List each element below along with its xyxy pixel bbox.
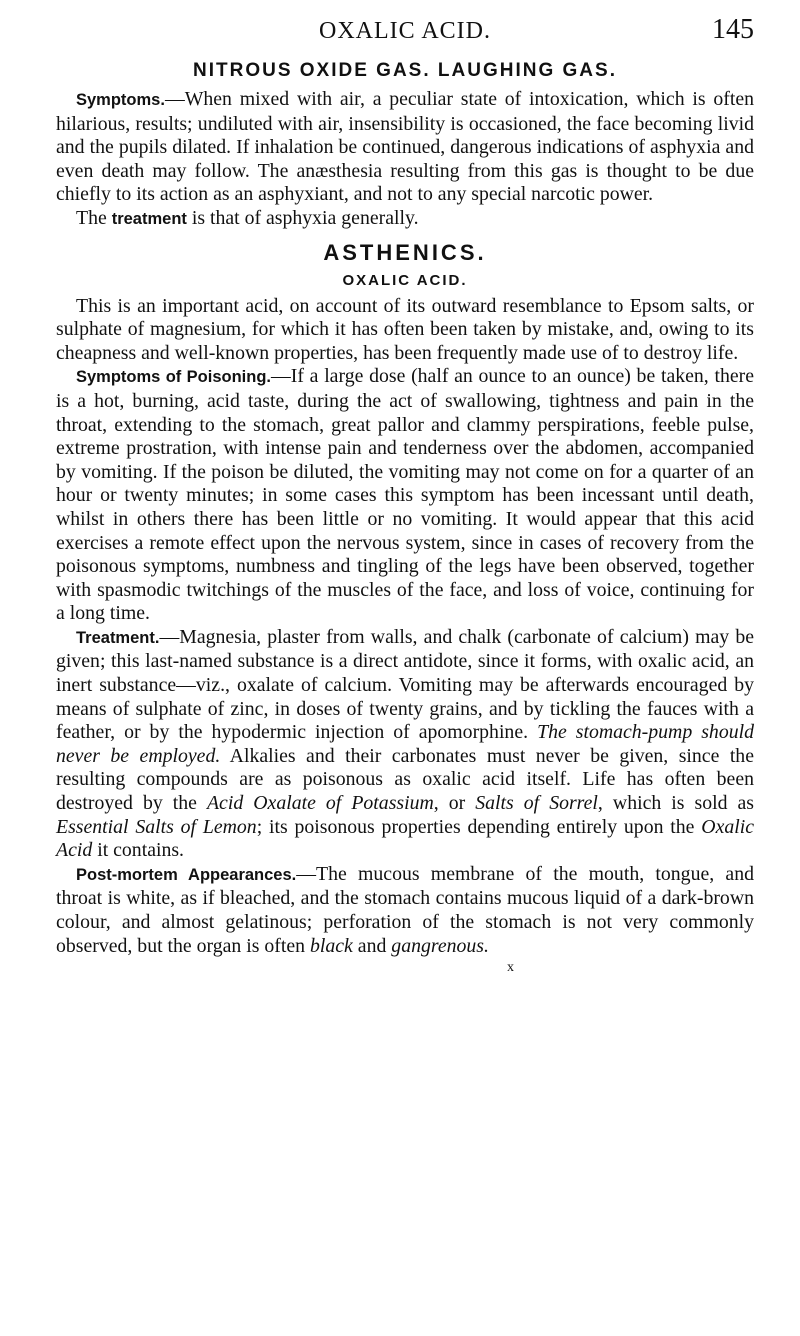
oxalic-postmortem-label: Post-mortem Appearances.: [76, 865, 297, 884]
postmortem-italic-1: black: [310, 934, 353, 957]
nitrous-symptoms-label: Symptoms.: [76, 91, 165, 109]
treatment-italic-5: Oxalic Acid: [56, 815, 755, 862]
treatment-text-2: Alkalies and their carbonates must never be given, since the resulting compounds are as poisonous as oxalic acid itself. Life has often been destroyed by the: [56, 744, 754, 815]
treatment-italic-1: The stomach-pump should never be employed.: [56, 721, 754, 767]
oxalic-intro-paragraph: This is an important acid, on account of its outward resemblance to Epsom salts, or sulphate of magnesium, for which it has often been taken by mistake, and, owing to its cheapness and well-known properties, has been frequently made use of to destroy life.: [56, 294, 754, 364]
treatment-italic-2: Acid Oxalate of Potassium: [206, 792, 434, 815]
oxalic-treatment-label: Treatment.: [76, 628, 160, 647]
nitrous-oxide-heading: NITROUS OXIDE GAS. LAUGHING GAS.: [193, 60, 617, 81]
signature-mark: x: [507, 960, 514, 976]
running-title: OXALIC ACID.: [319, 18, 491, 44]
treatment-italic-4: Essential Salts of Lemon: [56, 815, 257, 838]
oxalic-treatment-paragraph: [56, 626, 754, 863]
treatment-text-5: ; its poisonous properties depending entirely upon the: [256, 815, 702, 838]
oxalic-symptoms-text: —If a large dose (half an ounce to an ounce) be taken, there is a hot, burning, acid taste, during the act of swallowing, tightness and pain in the throat, extending to the stomach, great pallor and clammy perspirations, feeble pulse, extreme prostration, with intense pain and tenderness over the abdomen, accompanied by vomiting. If the poison be diluted, the vomiting may not come on for a quarter of an hour or twenty minutes; in some cases this symptom has been incessant until death, whilst in others there has been little or no vomiting. It would appear that this acid exercises a remote effect upon the nervous system, since in cases of recovery from the poisonous symptoms, numbness and tingling of the legs have been observed, together with spasmodic twitchings of the muscles of the face, and loss of voice, continuing for a long time.: [56, 365, 754, 625]
asthenics-heading: ASTHENICS.: [323, 239, 487, 265]
page-number: 145: [712, 14, 754, 45]
running-head: [56, 0, 754, 56]
oxalic-acid-heading: OXALIC ACID.: [342, 271, 468, 289]
postmortem-text-2: and: [352, 934, 392, 957]
oxalic-symptoms-label: Symptoms of Poisoning.: [76, 368, 271, 387]
treatment-text-6: it contains.: [92, 839, 184, 862]
nitrous-treatment-paragraph: [56, 207, 754, 232]
treatment-italic-3: Salts of Sorrel: [475, 792, 598, 815]
nitrous-symptoms-text: —When mixed with air, a peculiar state of intoxication, which is often hilarious, results; undiluted with air, insensibility is occasioned, the face becoming livid and the pupils dilated. If inhalation be continued, dangerous indications of asphyxia and even death may follow. The anæsthesia resulting from this gas is thought to be due chiefly to its action as an asphyxiant, and not to any special narcotic power.: [56, 88, 754, 206]
nitrous-treatment-text: is that of asphyxia generally.: [186, 206, 419, 229]
postmortem-italic-2: gangrenous.: [391, 934, 489, 957]
postmortem-text: —The mucous membrane of the mouth, tongue, and throat is white, as if bleached, and the stomach contains mucous liquid of a dark-brown colour, and almost gelatinous; perforation of the stomach is not very commonly observed, but the organ is often: [56, 862, 754, 957]
oxalic-postmortem-paragraph: [56, 863, 754, 958]
nitrous-treatment-label: treatment: [111, 209, 187, 228]
treatment-text-1: —Magnesia, plaster from walls, and chalk (carbonate of calcium) may be given; this last-named substance is a direct antidote, since it forms, with oxalic acid, an inert substance—viz., oxalate of calcium. Vomiting may be afterwards encouraged by means of sulphate of zinc, in doses of twenty grains, and by tickling the fauces with a feather, or by the hypodermic injection of apomorphine.: [56, 625, 754, 744]
treatment-text-3: , or: [433, 792, 476, 815]
treatment-text-4: , which is sold as: [597, 792, 754, 815]
nitrous-symptoms-paragraph: [56, 88, 754, 207]
oxalic-symptoms-paragraph: [56, 365, 754, 626]
nitrous-treatment-prefix: The: [76, 206, 112, 229]
